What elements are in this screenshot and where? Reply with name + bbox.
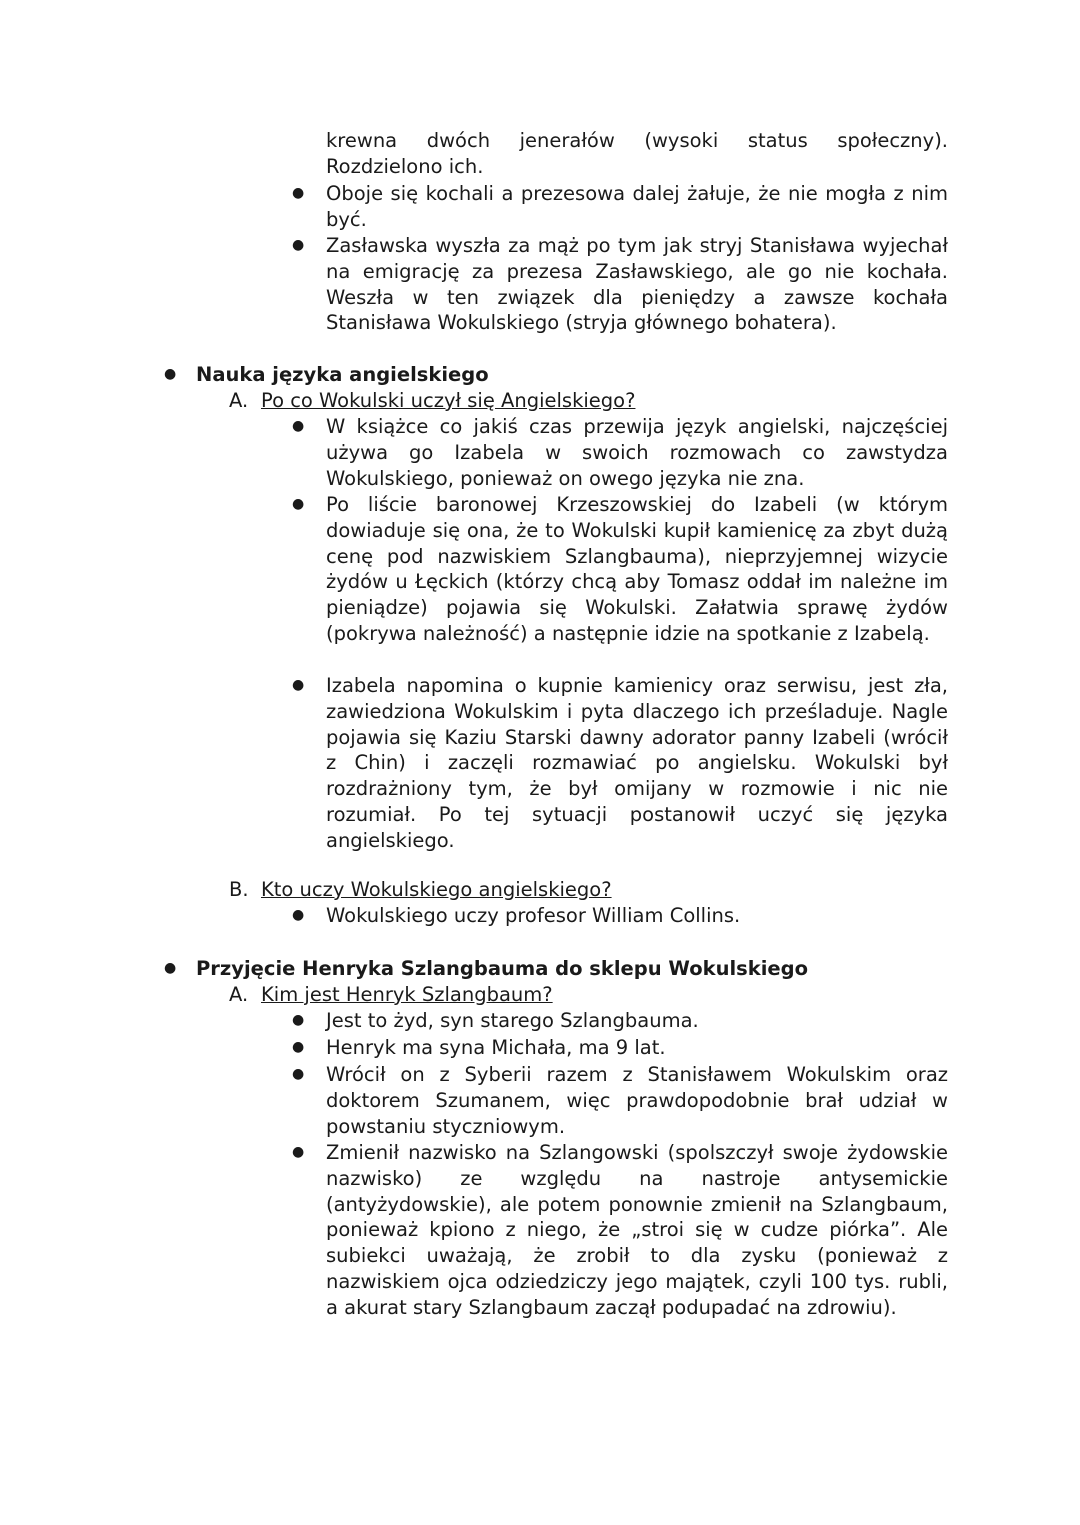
list-item: Jest to żyd, syn starego Szlangbauma. (326, 1009, 699, 1032)
text-continuation: krewna dwóch jenerałów (wysoki status społeczny). Rozdzielono ich. (326, 129, 948, 178)
bullet-icon: ● (292, 418, 305, 434)
subsection-letter: A. (229, 983, 249, 1006)
subsection-question (229, 388, 635, 414)
list-item: Wrócił on z Syberii razem z Stanisławem Wokulskim oraz doktorem Szumanem, więc prawdopodobnie brał udział w powstaniu styczniowym. (326, 1063, 948, 1138)
question-text: Po co Wokulski uczył się Angielskiego? (261, 389, 636, 412)
list-item: Izabela napomina o kupnie kamienicy oraz serwisu, jest zła, zawiedziona Wokulskim i pyta dlaczego ich prześladuje. Nagle pojawia się Kaziu Starski dawny adorator panny Izabeli (wrócił z Chin) i zaczęli rozmawiać po angielsku. Wokulski był rozdrażniony tym, że był omijany w rozmowie i nic nie rozumiał. Po tej sytuacji postanowił uczyć się języka angielskiego. (326, 674, 948, 852)
list-item: Zmienił nazwisko na Szlangowski (spolszczył swoje żydowskie nazwisko) ze względu na nastroje antysemickie (antyżydowskie), ale potem ponownie zmienił na Szlangbaum, ponieważ kpiono z niego, że „stroi się w cudze piórka”. Ale subiekci uważają, że zrobił to dla zysku (ponieważ z nazwiskiem ojca odziedziczy jego majątek, czyli 100 tys. rubli, a akurat stary Szlangbaum zaczął podupadać na zdrowiu). (326, 1141, 948, 1319)
list-item: Wokulskiego uczy profesor William Collins. (326, 904, 741, 927)
list-item: Henryk ma syna Michała, ma 9 lat. (326, 1036, 666, 1059)
section-heading: Przyjęcie Henryka Szlangbauma do sklepu Wokulskiego (196, 957, 808, 980)
list-item: Po liście baronowej Krzeszowskiej do Izabeli (w którym dowiaduje się ona, że to Wokulski kupił kamienicę za zbyt dużą cenę pod nazwiskiem Szlangbauma), nieprzyjemnej wizycie żydów u Łęckich (którzy chcą aby Tomasz oddał im należne im pieniądze) pojawia się Wokulski. Załatwia sprawę żydów (pokrywa należność) a następnie idzie na spotkanie z Izabelą. (326, 493, 948, 645)
bullet-icon: ● (292, 907, 305, 923)
list-item: W książce co jakiś czas przewija język angielski, najczęściej używa go Izabela w swoich rozmowach co zawstydza Wokulskiego, ponieważ on owego języka nie zna. (326, 415, 948, 490)
bullet-icon: ● (164, 960, 177, 976)
subsection-letter: B. (229, 878, 249, 901)
bullet-icon: ● (292, 677, 305, 693)
list-item: Zasławska wyszła za mąż po tym jak stryj Stanisława wyjechał na emigrację za prezesa Zasławskiego, ale go nie kochała. Weszła w ten związek dla pieniędzy a zawsze kochała Stanisława Wokulskiego (stryja głównego bohatera). (326, 234, 948, 335)
bullet-icon: ● (292, 1144, 305, 1160)
section-heading: Nauka języka angielskiego (196, 363, 489, 386)
subsection-question (229, 982, 553, 1008)
question-text: Kto uczy Wokulskiego angielskiego? (261, 878, 612, 901)
bullet-icon: ● (292, 1012, 305, 1028)
bullet-icon: ● (292, 185, 305, 201)
subsection-letter: A. (229, 389, 249, 412)
subsection-question (229, 877, 612, 903)
question-text: Kim jest Henryk Szlangbaum? (261, 983, 553, 1006)
bullet-icon: ● (292, 496, 305, 512)
bullet-icon: ● (292, 1039, 305, 1055)
bullet-icon: ● (292, 237, 305, 253)
bullet-icon: ● (292, 1066, 305, 1082)
list-item: Oboje się kochali a prezesowa dalej żałuje, że nie mogła z nim być. (326, 182, 948, 231)
bullet-icon: ● (164, 366, 177, 382)
